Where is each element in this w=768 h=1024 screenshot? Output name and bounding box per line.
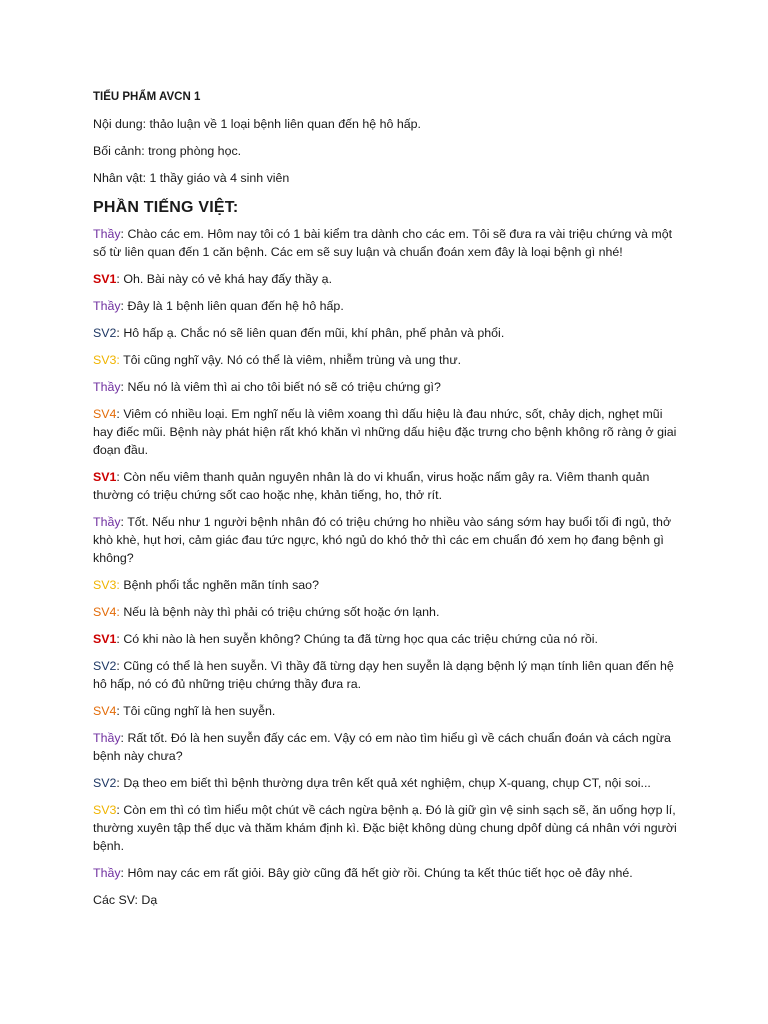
speaker-label: Thầy	[93, 731, 121, 745]
speaker-separator: :	[116, 632, 120, 646]
section-heading: PHẦN TIẾNG VIỆT:	[93, 199, 239, 216]
dialogue-line	[93, 270, 683, 288]
speaker-label: SV2	[93, 326, 117, 340]
speaker-label: SV2	[93, 776, 117, 790]
dialogue-text: Bệnh phổi tắc nghẽn mãn tính sao?	[119, 578, 319, 592]
speaker-label: SV4	[93, 407, 117, 421]
dialogue-line	[93, 864, 683, 882]
speaker-label: SV3:	[93, 578, 120, 592]
speaker-label: Thầy	[93, 227, 121, 241]
document-title: TIỂU PHẨM AVCN 1	[93, 91, 201, 103]
dialogue-line	[93, 351, 683, 369]
dialogue-line	[93, 297, 683, 315]
dialogue-text: Hô hấp ạ. Chắc nó sẽ liên quan đến mũi, khí phân, phế phản và phổi.	[119, 326, 505, 340]
speaker-separator: :	[120, 866, 124, 880]
dialogue-line	[93, 603, 683, 621]
dialogue-line	[93, 729, 683, 765]
dialogue-text: Còn nếu viêm thanh quản nguyên nhân là do vi khuẩn, virus hoặc nấm gây ra. Viêm thanh quản thường có triệu chứng sốt cao hoặc nhẹ, khản tiếng, ho, thở rít.	[93, 470, 650, 502]
dialogue-line	[93, 801, 683, 855]
dialogue-line	[93, 774, 683, 792]
speaker-separator: :	[120, 380, 124, 394]
dialogue-text: Tốt. Nếu như 1 người bệnh nhân đó có triệu chứng ho nhiều vào sáng sớm hay buổi tối đi ngủ, thở khò khè, hụt hơi, cảm giác đau tức ngực, khó ngủ do khó thở thì các em chuẩn đó xem họ đang bệnh gì không?	[93, 515, 672, 565]
speaker-label: SV3:	[93, 353, 120, 367]
document-page	[93, 88, 683, 918]
context-line: Bối cảnh: trong phòng học.	[93, 144, 242, 158]
speaker-label: Thầy	[93, 380, 121, 394]
speaker-separator: :	[120, 731, 124, 745]
dialogue-line	[93, 468, 683, 504]
speaker-separator: :	[116, 704, 120, 718]
dialogue-text: Dạ theo em biết thì bệnh thường dựa trên kết quả xét nghiệm, chụp X-quang, chụp CT, nội soi...	[119, 776, 651, 790]
dialogue-line	[93, 576, 683, 594]
speaker-label: Thầy	[93, 515, 121, 529]
dialogue-text: Nếu là bệnh này thì phải có triệu chứng sốt hoặc ớn lạnh.	[119, 605, 440, 619]
speaker-separator: :	[116, 659, 120, 673]
speaker-label: SV2	[93, 659, 117, 673]
dialogue-line	[93, 378, 683, 396]
dialogue-text: Chào các em. Hôm nay tôi có 1 bài kiểm tra dành cho các em. Tôi sẽ đưa ra vài triệu chứng và một số từ liên quan đến 1 căn bệnh. Các em sẽ suy luận và chuẩn đoán xem đây là loại bệnh gì nhé!	[93, 227, 673, 259]
dialogue-line	[93, 657, 683, 693]
dialogue-line	[93, 225, 683, 261]
speaker-label: Thầy	[93, 866, 121, 880]
speaker-separator: :	[120, 227, 124, 241]
speaker-separator: :	[120, 299, 124, 313]
dialogue-list	[93, 225, 683, 882]
dialogue-line	[93, 702, 683, 720]
dialogue-line	[93, 513, 683, 567]
dialogue-text: Đây là 1 bệnh liên quan đến hệ hô hấp.	[124, 299, 344, 313]
speaker-separator: :	[116, 407, 120, 421]
speaker-separator: :	[116, 272, 120, 286]
dialogue-line	[93, 630, 683, 648]
dialogue-text: Tôi cũng nghĩ là hen suyễn.	[119, 704, 276, 718]
speaker-separator: :	[120, 515, 124, 529]
speaker-label: Thầy	[93, 299, 121, 313]
speaker-label: SV4	[93, 704, 117, 718]
dialogue-text: Oh. Bài này có vẻ khá hay đấy thầy ạ.	[119, 272, 333, 286]
dialogue-text: Rất tốt. Đó là hen suyễn đấy các em. Vậy có em nào tìm hiểu gì về cách chuẩn đoán và cách ngừa bệnh này chưa?	[93, 731, 671, 763]
dialogue-text: Có khi nào là hen suyễn không? Chúng ta đã từng học qua các triệu chứng của nó rồi.	[119, 632, 598, 646]
speaker-label: SV4:	[93, 605, 120, 619]
dialogue-line	[93, 324, 683, 342]
speaker-separator: :	[116, 470, 120, 484]
speaker-label: SV3	[93, 803, 117, 817]
content-line: Nội dung: thảo luận về 1 loại bệnh liên quan đến hệ hô hấp.	[93, 117, 421, 131]
dialogue-text: Hôm nay các em rất giỏi. Bây giờ cũng đã hết giờ rồi. Chúng ta kết thúc tiết học oẻ đây nhé.	[124, 866, 633, 880]
dialogue-text: Còn em thì có tìm hiểu một chút về cách ngừa bệnh ạ. Đó là giữ gìn vệ sinh sạch sẽ, ăn uống hợp lí, thường xuyên tập thể dục và thăm khám định kì. Đặc biệt không dùng chung dpôf dùng cá nhân với người bệnh.	[93, 803, 677, 853]
dialogue-text: Nếu nó là viêm thì ai cho tôi biết nó sẽ có triệu chứng gì?	[124, 380, 441, 394]
speaker-separator: :	[116, 776, 120, 790]
dialogue-text: Viêm có nhiều loại. Em nghĩ nếu là viêm xoang thì dấu hiệu là đau nhức, sốt, chảy dịch, nghẹt mũi hay điếc mũi. Bệnh này phát hiện rất khó khăn vì những dấu hiệu đặc trưng cho bệnh không rõ ràng ở giai đoạn đầu.	[93, 407, 677, 457]
speaker-label: SV1	[93, 272, 117, 286]
dialogue-text: Tôi cũng nghĩ vậy. Nó có thể là viêm, nhiễm trùng và ung thư.	[119, 353, 462, 367]
dialogue-text: Cũng có thể là hen suyễn. Vì thầy đã từng dạy hen suyễn là dạng bệnh lý mạn tính liên quan đến hệ hô hấp, nó có đủ những triệu chứng thầy đưa ra.	[93, 659, 674, 691]
speaker-separator: :	[116, 803, 120, 817]
closing-line: Các SV: Dạ	[93, 893, 158, 907]
speaker-label: SV1	[93, 470, 117, 484]
dialogue-line	[93, 405, 683, 459]
speaker-separator: :	[116, 326, 120, 340]
characters-line: Nhân vật: 1 thầy giáo và 4 sinh viên	[93, 171, 290, 185]
speaker-label: SV1	[93, 632, 117, 646]
